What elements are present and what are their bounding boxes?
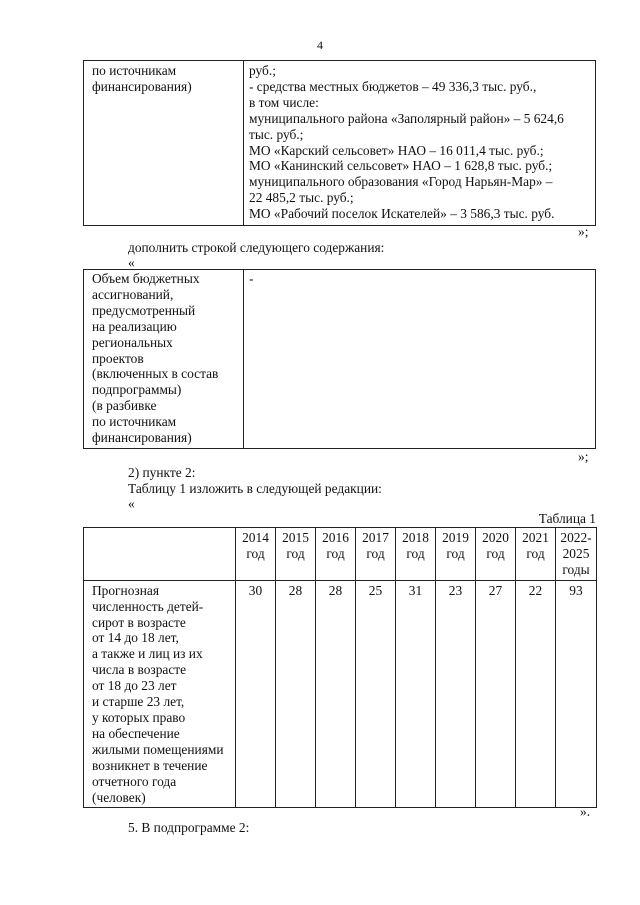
text-line: предусмотренный: [92, 302, 196, 318]
empty-header-cell: [84, 528, 236, 581]
year-header-cell: [276, 528, 316, 581]
year-unit: год: [486, 545, 505, 561]
year-unit: год: [246, 545, 265, 561]
text-line: муниципального района «Заполярный район» – 5 624,6: [249, 110, 564, 126]
text-line: финансирования): [92, 78, 192, 94]
text-line: на обеспечение: [92, 725, 180, 741]
text-line: - средства местных бюджетов – 49 336,3 тыс. руб.,: [249, 78, 537, 94]
funding-label-cell: [84, 61, 244, 226]
text-line: 22 485,2 тыс. руб.;: [249, 190, 354, 206]
text-line: Объем бюджетных: [92, 271, 200, 286]
value-2016: 28: [316, 580, 356, 808]
text-line: Прогнозная: [92, 582, 159, 598]
text-line: МО «Канинский сельсовет» НАО – 1 628,8 тыс. руб.;: [249, 158, 553, 174]
year-number: 2019: [442, 530, 469, 545]
text-line: на реализацию: [92, 318, 177, 334]
text-line: жилыми помещениями: [92, 741, 224, 757]
value-2020: 27: [476, 580, 516, 808]
value-2018: 31: [396, 580, 436, 808]
text-line: руб.;: [249, 63, 276, 78]
text-line: у которых право: [92, 709, 186, 725]
regional-value-cell: [244, 270, 596, 449]
funding-table: [83, 60, 596, 226]
value-2015: 28: [276, 580, 316, 808]
opening-quote: «: [128, 255, 135, 270]
text-line: возникнет в течение: [92, 757, 208, 773]
year-unit: год: [286, 545, 305, 561]
value-2017: 25: [356, 580, 396, 808]
dash-value: -: [249, 271, 254, 286]
text-line: финансирования): [92, 430, 192, 446]
year-number: 2016: [322, 530, 349, 545]
text-line: и старше 23 лет,: [92, 694, 185, 710]
text-line: МО «Рабочий поселок Искателей» – 3 586,3 тыс. руб.: [249, 206, 555, 222]
year-header-cell: [316, 528, 356, 581]
opening-quote: «: [128, 496, 135, 511]
year-number: 2017: [362, 530, 389, 545]
funding-value-cell: [244, 61, 596, 226]
year-header-cell: [556, 528, 597, 581]
text-line: в том числе:: [249, 94, 319, 110]
year-header-cell: [436, 528, 476, 581]
text-line: численность детей-: [92, 598, 204, 614]
value-2014: 30: [236, 580, 276, 808]
text-line: по источникам: [92, 414, 177, 430]
text-line: а также и лиц из их: [92, 646, 203, 662]
year-header-row: [84, 528, 597, 581]
closing-quote: »;: [578, 224, 589, 239]
text-line: подпрограммы): [92, 382, 182, 398]
value-2019: 23: [436, 580, 476, 808]
text-line: МО «Карский сельсовет» НАО – 16 011,4 тыс. руб.;: [249, 142, 544, 158]
page-number: 4: [317, 38, 323, 52]
item-2-heading: 2) пункте 2:: [128, 465, 196, 480]
year-header-cell: [356, 528, 396, 581]
text-line: (в разбивке: [92, 398, 157, 414]
text-line: от 18 до 23 лет: [92, 678, 177, 694]
orphans-forecast-table: [83, 527, 597, 808]
year-unit: год: [446, 545, 465, 561]
text-line: отчетного года: [92, 773, 177, 789]
year-header-cell: [476, 528, 516, 581]
text-line: (человек): [92, 789, 146, 805]
forecast-row: [84, 580, 597, 808]
text-line: (включенных в состав: [92, 366, 219, 382]
text-line: проектов: [92, 350, 144, 366]
text-line: сирот в возрасте: [92, 614, 186, 630]
year-number: 2014: [242, 530, 269, 545]
text-line: тыс. руб.;: [249, 126, 304, 142]
year-unit: год: [366, 545, 385, 561]
supplement-paragraph: дополнить строкой следующего содержания:: [128, 240, 385, 255]
item-5-heading: 5. В подпрограмме 2:: [128, 820, 250, 835]
year-unit: год: [326, 545, 345, 561]
value-2022-2025: 93: [556, 580, 597, 808]
year-number: 2018: [402, 530, 429, 545]
year-range-start: 2022-: [560, 530, 592, 545]
year-number: 2015: [282, 530, 309, 545]
text-line: ассигнований,: [92, 286, 174, 302]
text-line: по источникам: [92, 63, 177, 78]
text-line: от 14 до 18 лет,: [92, 630, 179, 646]
text-line: региональных: [92, 334, 173, 350]
value-2021: 22: [516, 580, 556, 808]
year-header-cell: [236, 528, 276, 581]
year-range-end: 2025: [562, 545, 590, 561]
closing-quote: ».: [580, 804, 591, 819]
year-unit: год: [406, 545, 425, 561]
year-unit: год: [526, 545, 545, 561]
text-line: числа в возрасте: [92, 662, 187, 678]
year-number: 2021: [522, 530, 549, 545]
year-number: 2020: [482, 530, 509, 545]
text-line: муниципального образования «Город Нарьян-Мар» –: [249, 174, 553, 190]
year-unit: годы: [562, 561, 590, 577]
regional-label-cell: [84, 270, 244, 449]
year-header-cell: [396, 528, 436, 581]
year-header-cell: [516, 528, 556, 581]
table-caption: Таблица 1: [538, 511, 596, 526]
table-intro-paragraph: Таблицу 1 изложить в следующей редакции:: [128, 481, 382, 496]
closing-quote: »;: [578, 449, 589, 464]
regional-projects-table: [83, 269, 596, 449]
row-label-cell: [84, 580, 236, 808]
